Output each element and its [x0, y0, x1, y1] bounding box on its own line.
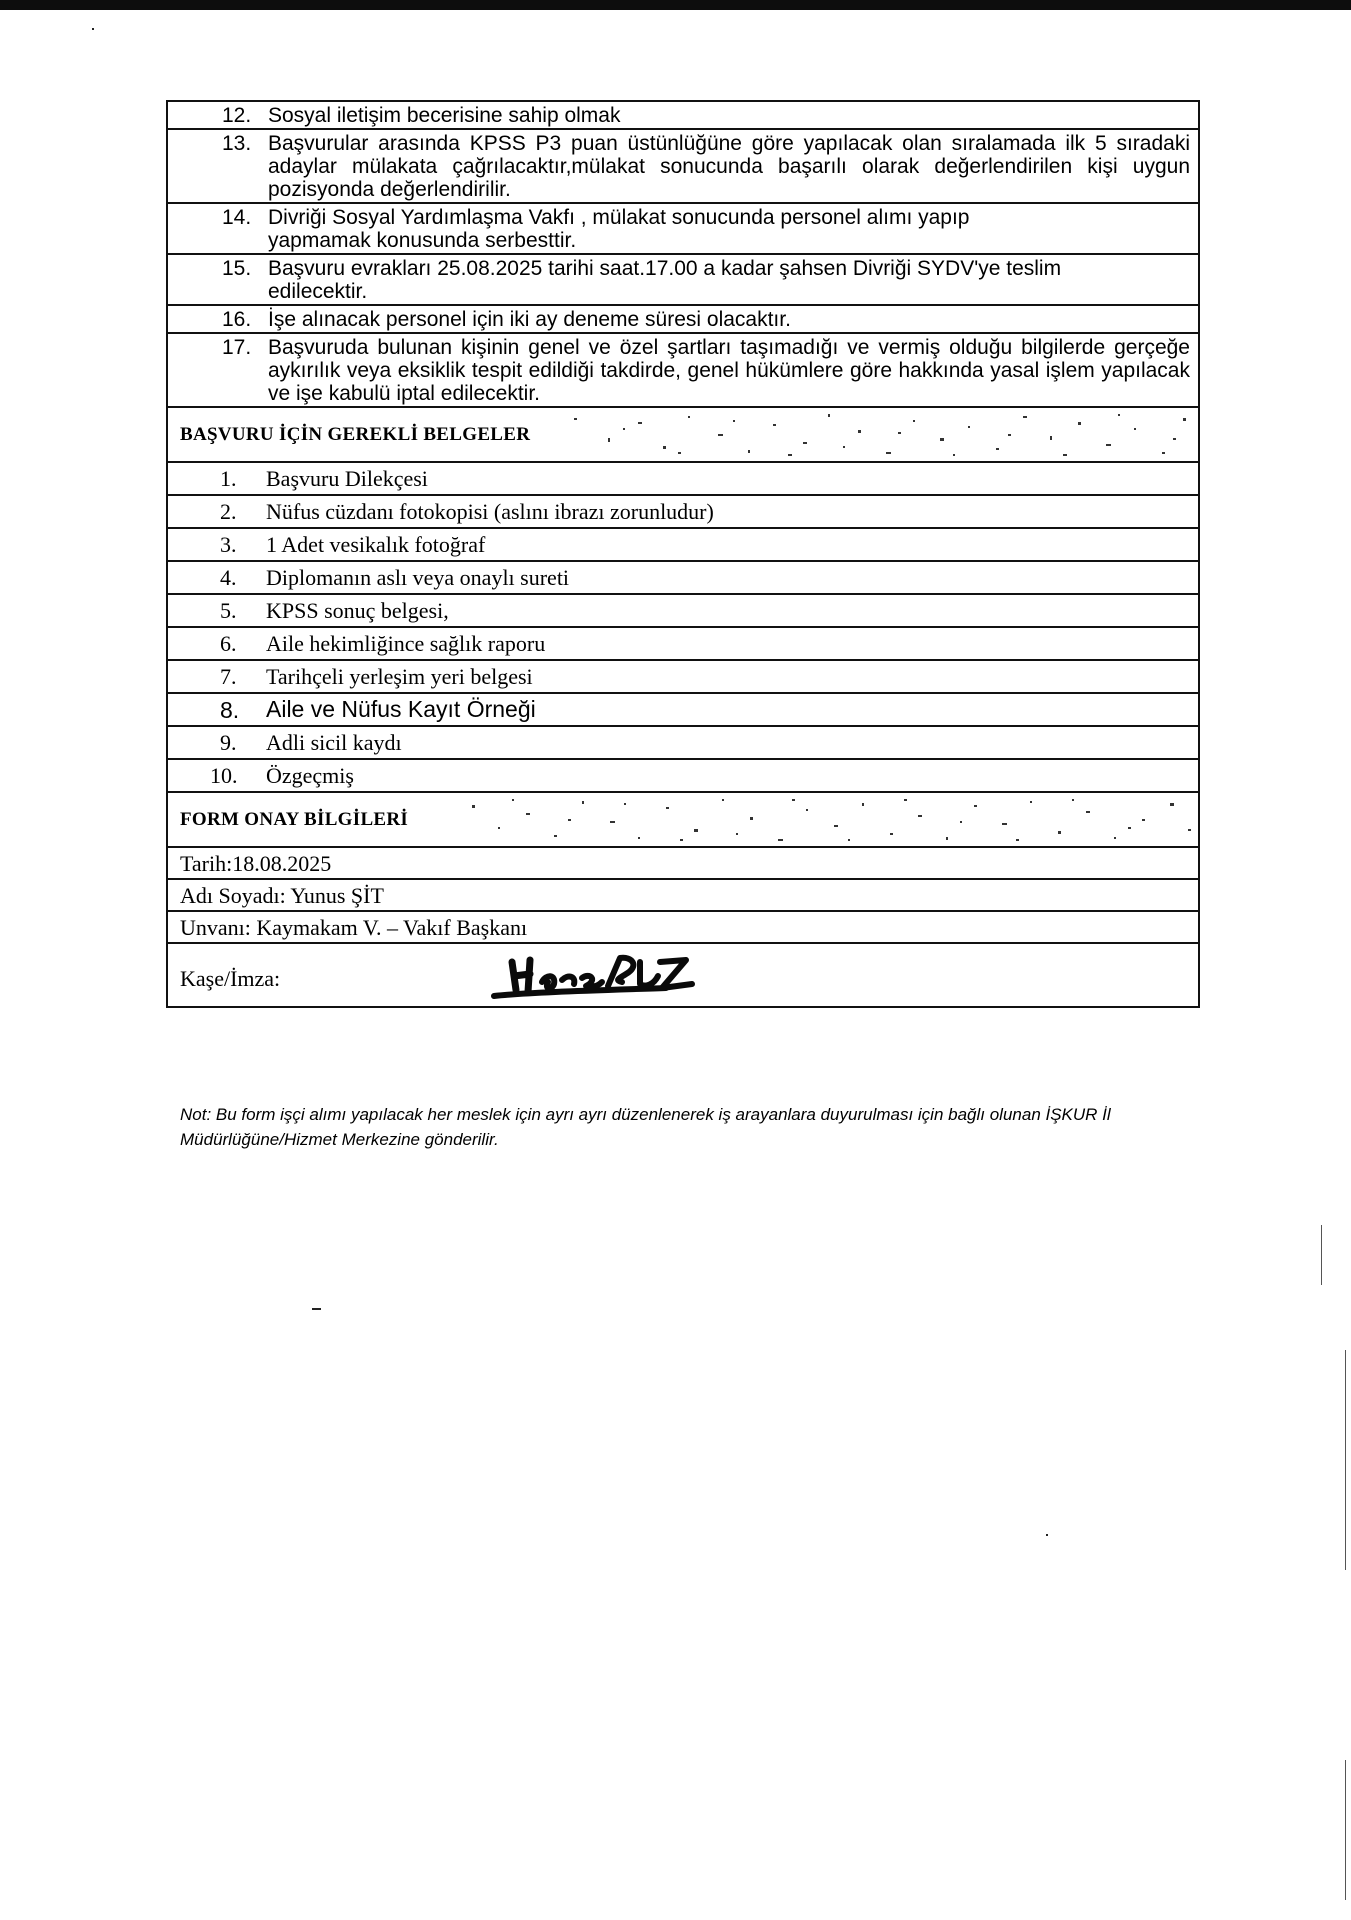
- document-text: Tarihçeli yerleşim yeri belgesi: [266, 664, 533, 689]
- document-text: Aile ve Nüfus Kayıt Örneği: [266, 696, 536, 722]
- documents-heading: BAŞVURU İÇİN GEREKLİ BELGELER: [180, 424, 531, 445]
- condition-text: Başvuru evrakları 25.08.2025 tarihi saat.17.00 a kadar şahsen Divriği SYDV'ye teslim edilecektir.: [268, 257, 1062, 303]
- document-text: 1 Adet vesikalık fotoğraf: [266, 532, 486, 557]
- document-row: [167, 594, 1199, 627]
- condition-text: İşe alınacak personel için iki ay deneme süresi olacaktır.: [268, 308, 791, 331]
- condition-row: [167, 101, 1199, 129]
- documents-heading-row: [167, 407, 1199, 462]
- condition-row: [167, 129, 1199, 203]
- document-row: [167, 462, 1199, 495]
- document-number: 9.: [220, 730, 237, 755]
- condition-row: [167, 305, 1199, 333]
- document-number: 6.: [220, 631, 237, 656]
- document-row: [167, 495, 1199, 528]
- approval-title-row: [167, 911, 1199, 943]
- document-row: [167, 660, 1199, 693]
- document-text: KPSS sonuç belgesi,: [266, 598, 449, 623]
- document-row: [167, 759, 1199, 792]
- document-row: [167, 627, 1199, 660]
- condition-number: 15.: [222, 257, 252, 280]
- scan-speck: [312, 1308, 321, 1310]
- condition-row: [167, 254, 1199, 305]
- document-text: Diplomanın aslı veya onaylı sureti: [266, 565, 570, 590]
- document-text: Aile hekimliğince sağlık raporu: [266, 631, 546, 656]
- approval-date-row: [167, 847, 1199, 879]
- approval-title: Unvanı: Kaymakam V. – Vakıf Başkanı: [180, 915, 528, 940]
- scan-edge-mark: [1345, 1350, 1346, 1570]
- document-number: 8.: [220, 697, 240, 723]
- document-row: [167, 561, 1199, 594]
- scan-edge-mark: [1321, 1225, 1322, 1285]
- condition-number: 12.: [222, 104, 252, 127]
- document-number: 1.: [220, 466, 237, 491]
- approval-date: Tarih:18.08.2025: [180, 851, 332, 876]
- document-number: 2.: [220, 499, 237, 524]
- condition-number: 17.: [222, 336, 252, 359]
- stamp-signature-label: Kaşe/İmza:: [180, 966, 281, 991]
- job-posting-form-table: [166, 100, 1200, 1008]
- scan-speck: [1046, 1534, 1048, 1536]
- document-text: Özgeçmiş: [266, 763, 354, 788]
- document-text: Adli sicil kaydı: [266, 730, 402, 755]
- approval-heading: FORM ONAY BİLGİLERİ: [180, 809, 409, 830]
- document-number: 7.: [220, 664, 237, 689]
- approval-name: Adı Soyadı: Yunus ŞİT: [180, 883, 384, 908]
- scan-edge-mark: [1345, 1760, 1346, 1900]
- condition-text: Divriği Sosyal Yardımlaşma Vakfı , mülakat sonucunda personel alımı yapıp yapmamak konusunda serbesttir.: [268, 206, 970, 252]
- document-number: 5.: [220, 598, 237, 623]
- scan-noise: [464, 793, 1198, 846]
- condition-number: 16.: [222, 308, 252, 331]
- document-number: 10.: [210, 763, 238, 788]
- condition-row: [167, 203, 1199, 254]
- scan-top-border: [0, 0, 1351, 10]
- condition-number: 13.: [222, 132, 252, 155]
- condition-number: 14.: [222, 206, 252, 229]
- approval-stamp-row: [167, 943, 1199, 1007]
- approval-name-row: [167, 879, 1199, 911]
- document-row: [167, 528, 1199, 561]
- document-number: 4.: [220, 565, 237, 590]
- approval-heading-row: [167, 792, 1199, 847]
- condition-text: Sosyal iletişim becerisine sahip olmak: [268, 104, 621, 127]
- document-number: 3.: [220, 532, 237, 557]
- footer-note: Not: Bu form işçi alımı yapılacak her meslek için ayrı ayrı düzenlenerek iş arayanlara duyurulması için bağlı olunan İŞKUR İl Müdürlüğüne/Hizmet Merkezine gönderilir.: [180, 1105, 1111, 1149]
- document-row: [167, 726, 1199, 759]
- document-text: Nüfus cüzdanı fotokopisi (aslını ibrazı zorunludur): [266, 499, 714, 524]
- signature-image: [490, 952, 710, 1006]
- document-text: Başvuru Dilekçesi: [266, 466, 428, 491]
- condition-text: Başvuruda bulunan kişinin genel ve özel şartları taşımadığı ve vermiş olduğu bilgilerde gerçeğe aykırılık veya eksiklik tespit edildiği takdirde, genel hükümlere göre hakkında yasal işlem yapılacak ve işe kabulü iptal edilecektir.: [268, 336, 1190, 405]
- condition-row: [167, 333, 1199, 407]
- document-row: [167, 693, 1199, 726]
- scan-speck: [92, 28, 94, 30]
- condition-text: Başvurular arasında KPSS P3 puan üstünlüğüne göre yapılacak olan sıralamada ilk 5 sıradaki adaylar mülakata çağrılacaktır,mülakat sonucunda başarılı olarak değerlendirilen kişi uygun pozisyonda değerlendirilir.: [268, 132, 1190, 201]
- scan-noise: [568, 408, 1198, 461]
